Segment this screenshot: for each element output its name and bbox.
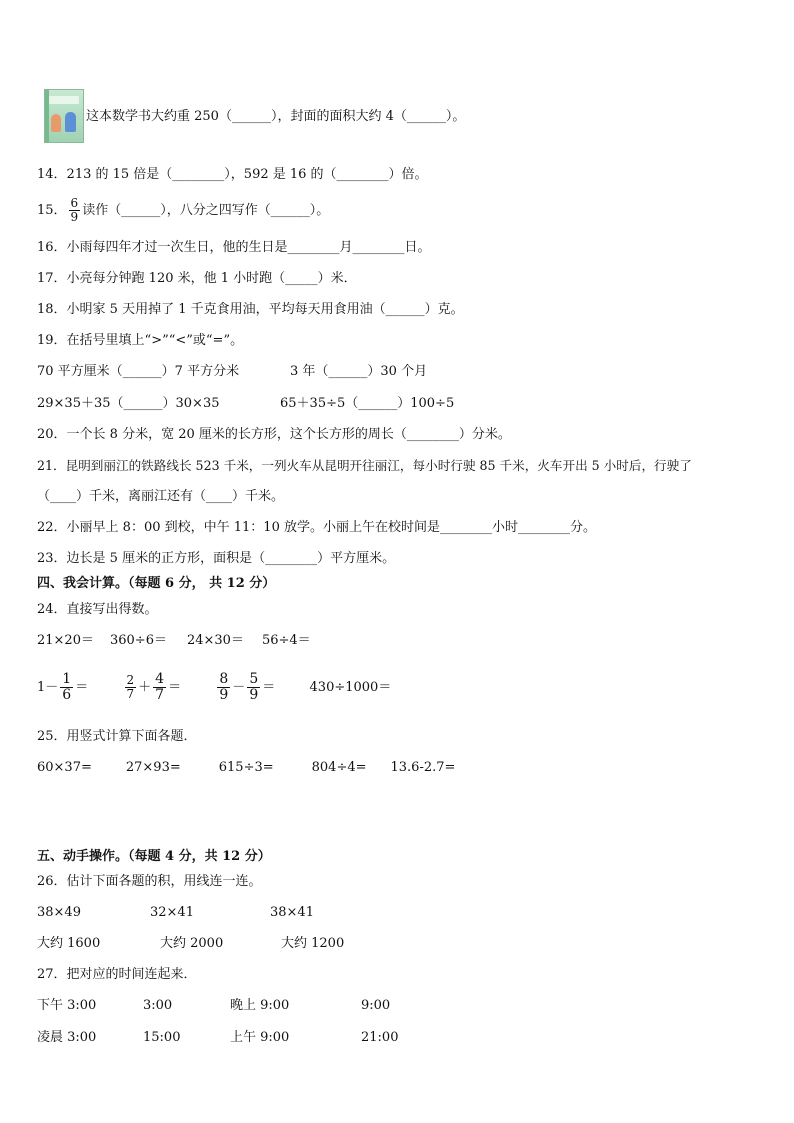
expression-text: ＋ [138, 680, 152, 695]
question-26-bottom-item: 大约 1600 [37, 936, 101, 951]
question-27-row-1-item: 9:00 [361, 998, 391, 1013]
question-15-number: 15． [37, 203, 67, 218]
expression-text: ＝ [262, 680, 276, 695]
question-26-top-item: 38×41 [270, 905, 314, 920]
question-26-top-item: 32×41 [150, 905, 194, 920]
question-19-d: 65＋35÷5（______）100÷5 [280, 396, 455, 411]
question-21-line-1: 21．昆明到丽江的铁路线长 523 千米，一列火车从昆明开往丽江，每小时行驶 85 千米，火车开出 5 小时后，行驶了 [37, 458, 692, 473]
question-26-bottom-item: 大约 1200 [281, 936, 345, 951]
expression-text: 1－ [37, 680, 59, 695]
fraction-four-sevenths: $\frac{4}{7}$ [155, 671, 165, 703]
question-27-row-2-item: 凌晨 3:00 [37, 1030, 97, 1045]
question-21-line-2: （____）千米，离丽江还有（____）千米。 [37, 489, 285, 504]
question-24-row-1 [37, 632, 311, 650]
fraction-two-sevenths: $\frac{2}{7}$ [126, 673, 135, 701]
question-23: 23．边长是 5 厘米的正方形，面积是（________）平方厘米。 [37, 551, 396, 566]
question-25-title: 25．用竖式计算下面各题． [37, 729, 197, 744]
question-27-title: 27．把对应的时间连起来． [37, 967, 197, 982]
fraction-six-ninths: $\frac{6}{9}$ [70, 196, 79, 224]
question-16: 16．小雨每四年才过一次生日，他的生日是________月________日。 [37, 240, 431, 255]
question-22: 22．小丽早上 8：00 到校，中午 11：10 放学。小丽上午在校时间是________小时________分。 [37, 520, 596, 535]
expression: 24×30＝ [186, 633, 244, 648]
question-27-row-2-item: 21:00 [361, 1030, 399, 1045]
section-4-heading: 四、我会计算。（每题 6 分， 共 12 分） [37, 576, 276, 591]
question-27-row-2-item: 15:00 [143, 1030, 181, 1045]
book-illustration-child [65, 112, 76, 132]
expression: 804÷4= [311, 760, 367, 775]
question-19-a: 70 平方厘米（______）7 平方分米 [37, 364, 240, 379]
question-14: 14．213 的 15 倍是（________），592 是 16 的（________）倍。 [37, 167, 428, 182]
question-15 [37, 194, 329, 228]
expression-text: ＝ [168, 680, 182, 695]
fraction-five-ninths: $\frac{5}{9}$ [249, 671, 259, 703]
question-24-title: 24．直接写出得数。 [37, 602, 158, 617]
expression: 21×20＝ [37, 633, 94, 648]
book-title-band [49, 96, 79, 104]
expression: 13.6-2.7= [390, 760, 456, 775]
expression-text: － [232, 680, 246, 695]
question-19-title: 19．在括号里填上“>”“<”或“=”。 [37, 333, 244, 348]
book-illustration-child [51, 114, 61, 132]
fraction-one-sixth: $\frac{1}{6}$ [62, 671, 72, 703]
question-26-bottom-item: 大约 2000 [160, 936, 224, 951]
expression: 360÷6＝ [109, 633, 167, 648]
question-26-top-item: 38×49 [37, 905, 81, 920]
fraction-eight-ninths: $\frac{8}{9}$ [219, 671, 229, 703]
question-27-row-1-item: 晚上 9:00 [230, 998, 290, 1013]
question-15-text: 读作（______），八分之四写作（______）。 [82, 203, 330, 218]
question-25-items [37, 759, 455, 777]
section-5-heading: 五、动手操作。（每题 4 分，共 12 分） [37, 849, 271, 864]
expression: 615÷3= [218, 760, 274, 775]
question-19-c: 29×35＋35（______）30×35 [37, 396, 220, 411]
question-27-row-2-item: 上午 9:00 [230, 1030, 290, 1045]
question-26-title: 26．估计下面各题的积，用线连一连。 [37, 874, 262, 889]
expression: 60×37= [37, 760, 92, 775]
math-textbook-cover-image [44, 89, 84, 143]
question-13: 这本数学书大约重 250（______），封面的面积大约 4（______）。 [86, 109, 466, 124]
expression: 430÷1000＝ [309, 680, 392, 695]
question-20: 20．一个长 8 分米，宽 20 厘米的长方形，这个长方形的周长（________）分米。 [37, 427, 511, 442]
question-27-row-1-item: 下午 3:00 [37, 998, 97, 1013]
expression: 27×93= [125, 760, 181, 775]
question-17: 17．小亮每分钟跑 120 米，他 1 小时跑（_____）米． [37, 271, 357, 286]
question-27-row-1-item: 3:00 [143, 998, 173, 1013]
expression-text: ＝ [75, 680, 89, 695]
question-24-row-2 [37, 668, 391, 708]
expression: 56÷4＝ [261, 633, 311, 648]
question-19-b: 3 年（______）30 个月 [290, 364, 428, 379]
question-18: 18．小明家 5 天用掉了 1 千克食用油，平均每天用食用油（______）克。 [37, 302, 464, 317]
